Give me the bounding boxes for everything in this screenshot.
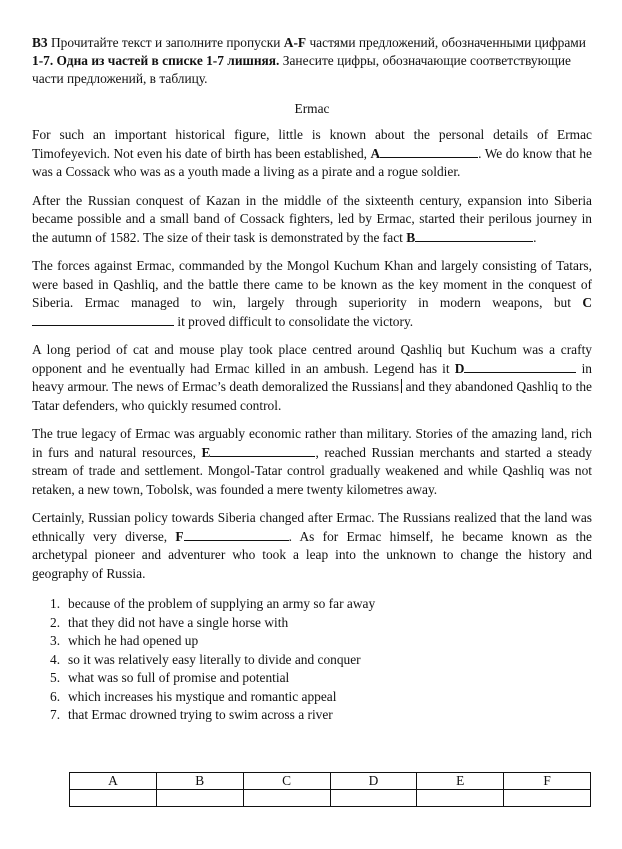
answer-table	[69, 772, 591, 807]
task-digits: 1-7.	[32, 53, 54, 68]
answer-table-input-row	[70, 790, 591, 807]
option-text: which increases his mystique and romantic appeal	[68, 688, 337, 704]
answer-header-e: E	[417, 773, 504, 790]
answer-cell-b[interactable]	[156, 790, 243, 807]
answer-header-a: A	[70, 773, 157, 790]
answer-table-header-row	[70, 773, 591, 790]
paragraph-6-text-b: . As for Ermac himself, he became known as the archetypal pioneer and adventurer who took a leap into the unknown to change the history and geography of Russia.	[32, 528, 592, 581]
option-number: 2.	[50, 614, 61, 630]
option-text: what was so full of promise and potential	[68, 670, 290, 685]
list-item	[50, 614, 592, 633]
blank-b-line[interactable]	[415, 229, 533, 242]
paragraph-1	[32, 126, 592, 182]
paragraph-2-text-a: After the Russian conquest of Kazan in the middle of the sixteenth century, expansion into Siberia became possible and a small band of Cossack fighters, led by Ermac, started their perilous journey in the autumn of 1582. The size of their task is demonstrated by the fact	[32, 192, 592, 245]
option-text: which he had opened up	[68, 633, 199, 648]
paragraph-5	[32, 425, 592, 499]
blank-d-line[interactable]	[464, 360, 576, 373]
option-number: 5.	[50, 670, 61, 685]
option-text: because of the problem of supplying an army so far away	[68, 596, 376, 611]
paragraph-2-text-b: .	[533, 229, 537, 245]
blank-f-line[interactable]	[184, 528, 289, 541]
paragraph-6-text-a: Certainly, Russian policy towards Siberia changed after Ermac. The Russians realized that the land was ethnically very diverse,	[32, 510, 592, 544]
option-number: 4.	[50, 651, 61, 667]
document-page	[32, 34, 592, 725]
answer-header-c: C	[243, 773, 330, 790]
list-item	[50, 688, 592, 707]
text-title: Ermac	[294, 101, 330, 116]
option-number: 7.	[50, 707, 61, 722]
paragraph-4-text-c: and they abandoned Qashliq to the Tatar defenders, who quickly resumed control.	[32, 379, 592, 413]
blank-c-letter: C	[582, 295, 592, 310]
blank-b-letter: B	[406, 229, 416, 245]
blank-c-line[interactable]	[32, 313, 174, 326]
option-text: that they did not have a single horse with	[68, 614, 289, 630]
answer-header-b: B	[156, 773, 243, 790]
blank-a-letter: A	[370, 145, 381, 161]
paragraph-6	[32, 509, 592, 583]
answer-header-d: D	[330, 773, 417, 790]
paragraph-3-text-b: it proved difficult to consolidate the victory.	[174, 313, 414, 329]
options-list	[50, 595, 592, 725]
list-item	[50, 632, 592, 651]
task-text-2: частями предложений, обозначенными цифрами	[306, 35, 586, 50]
paragraph-4-text-a: A long period of cat and mouse play took place centred around Qashliq but Kuchum was a crafty opponent and he eventually had Ermac killed in an ambush. Legend has it	[32, 342, 592, 376]
answer-cell-e[interactable]	[417, 790, 504, 807]
blank-e-letter: E	[201, 444, 211, 460]
answer-cell-f[interactable]	[504, 790, 591, 807]
answer-cell-c[interactable]	[243, 790, 330, 807]
paragraph-1-text-a: For such an important historical figure, little is known about the personal details of Ermac Timofeyevich. Not even his date of birth has been established,	[32, 127, 592, 161]
paragraph-4	[32, 341, 592, 415]
option-number: 1.	[50, 596, 61, 611]
list-item	[50, 706, 592, 725]
paragraph-2	[32, 192, 592, 248]
paragraph-1-text-b: . We do know that he was a Cossack who was as a youth made a living as a pirate and a rogue soldier.	[32, 145, 593, 179]
blank-e-line[interactable]	[210, 444, 315, 457]
answer-header-f: F	[504, 773, 591, 790]
list-item	[50, 651, 592, 670]
paragraph-5-text-b: , reached Russian merchants and started a steady stream of trade and settlement. Mongol-Tatar control gradually weakened and while Qashliq was not retaken, a new town, Tobolsk, was founded a mere twenty kilometres away.	[32, 444, 592, 497]
option-number: 6.	[50, 688, 61, 704]
paragraph-4-text-b: in heavy armour. The news of Ermac’s death demoralized the Russians	[32, 360, 592, 394]
paragraph-3-text-a: The forces against Ermac, commanded by the Mongol Kuchum Khan and largely consisting of Tatars, were based in Qashliq, and the battle there came to be known as the key moment in the conquest of Siberia. Ermac managed to win, largely through superiority in modern weapons, but	[32, 258, 592, 310]
task-text-3: Занесите цифры, обозначающие соответствующие части предложений, в таблицу.	[32, 53, 572, 86]
task-text-1: Прочитайте текст и заполните пропуски	[47, 35, 284, 50]
answer-cell-d[interactable]	[330, 790, 417, 807]
option-text: so it was relatively easy literally to divide and conquer	[68, 651, 361, 667]
blank-d-letter: D	[454, 360, 465, 376]
list-item	[50, 595, 592, 614]
task-label: B3	[32, 35, 48, 50]
list-item	[50, 669, 592, 688]
answer-cell-a[interactable]	[70, 790, 157, 807]
paragraph-3	[32, 257, 592, 331]
option-text: that Ermac drowned trying to swim across a river	[68, 707, 333, 722]
blank-f-letter: F	[175, 528, 184, 544]
blank-a-line[interactable]	[380, 145, 478, 158]
task-bold-sentence: Одна из частей в списке 1-7 лишняя.	[53, 53, 280, 68]
option-number: 3.	[50, 633, 61, 648]
task-instructions	[32, 34, 592, 88]
task-letters: A-F	[283, 35, 307, 50]
paragraph-5-text-a: The true legacy of Ermac was arguably economic rather than military. Stories of the amazing land, rich in furs and natural resources,	[32, 426, 592, 460]
